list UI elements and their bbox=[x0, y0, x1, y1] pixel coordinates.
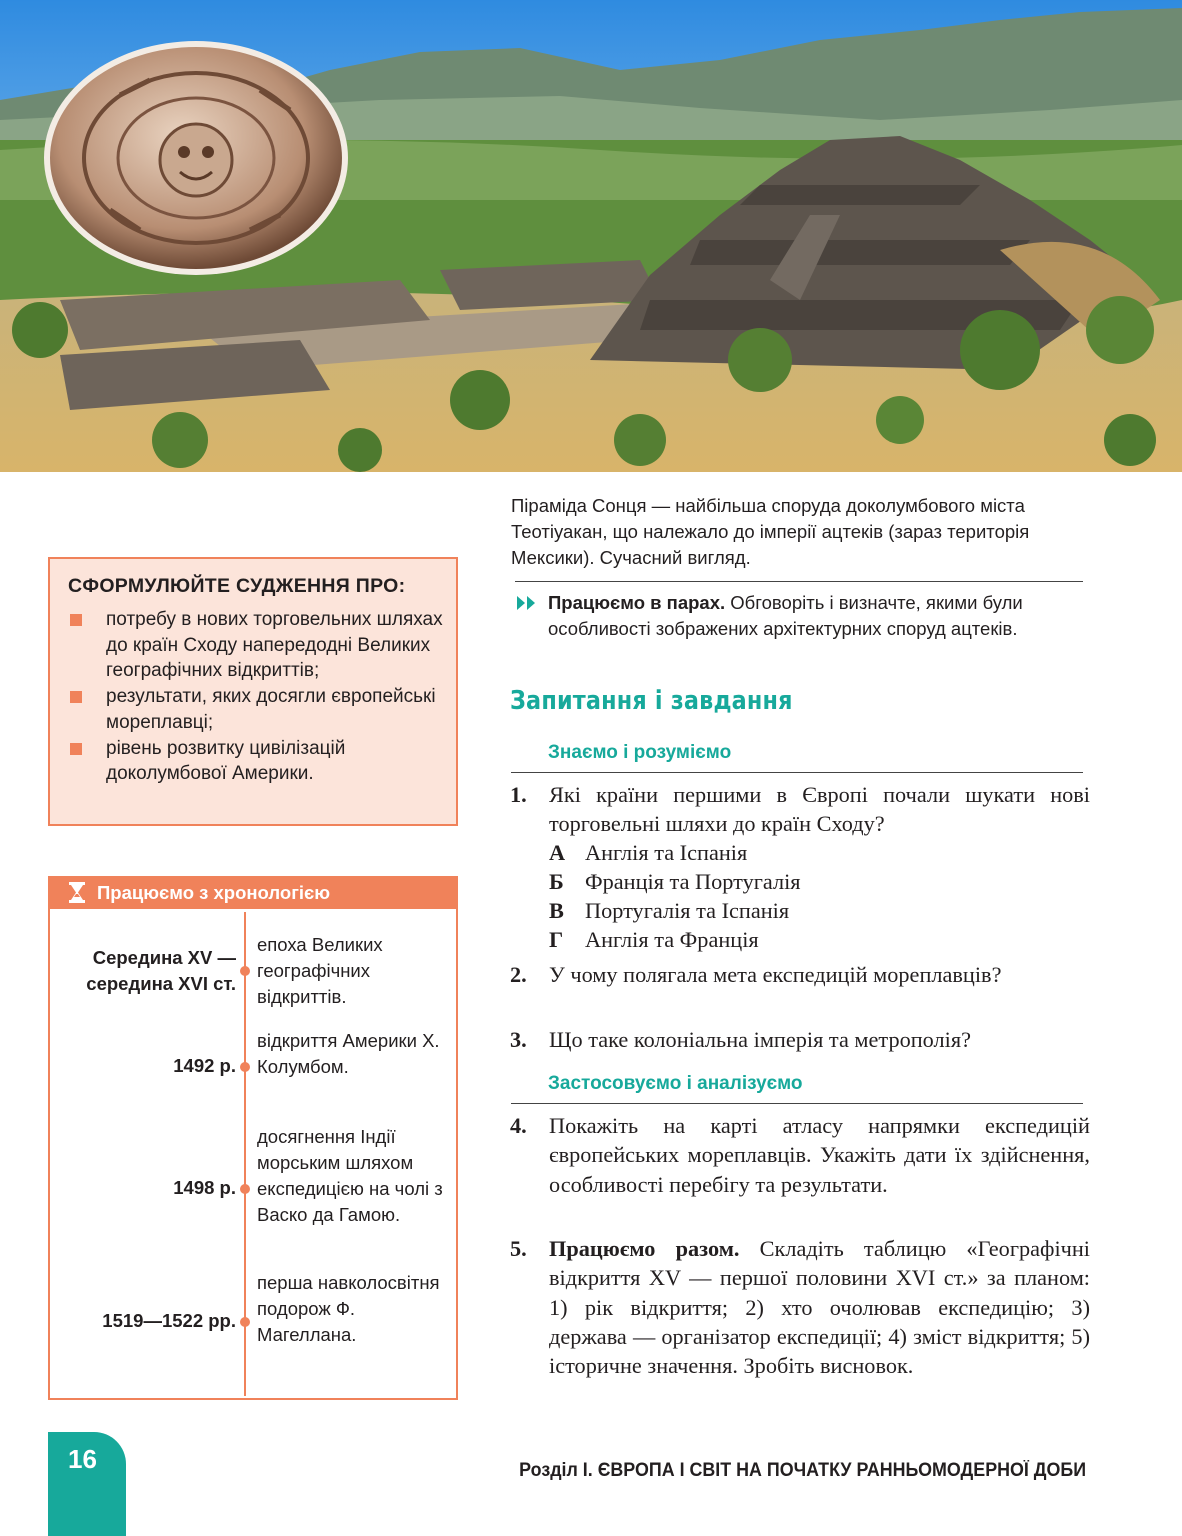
questions-title: Запитання і завдання bbox=[510, 686, 793, 716]
double-arrow-icon bbox=[515, 593, 541, 613]
chronology-title: Працюємо з хронологією bbox=[97, 882, 331, 903]
question-2: 2. У чому полягала мета експедицій мореплавців? bbox=[510, 962, 1002, 987]
timeline-description: відкриття Америки Х. Колумбом. bbox=[257, 1030, 440, 1077]
timeline-date: 1519—1522 рр. bbox=[102, 1310, 236, 1331]
section-divider bbox=[511, 1103, 1083, 1104]
bullet-square-icon bbox=[70, 614, 82, 626]
question-1: 1. Які країни першими в Європі почали шукати нові торговельні шляхи до країн Сходу? bbox=[510, 782, 1090, 837]
pyramid-photo bbox=[0, 0, 1182, 472]
pair-work-text: Працюємо в парах. Обговоріть і визначте, якими були особливості зображених архітектурних споруд ацтеків. bbox=[548, 592, 1023, 639]
bullet-square-icon bbox=[70, 743, 82, 755]
answer-option: А Англія та Іспанія bbox=[549, 840, 748, 865]
section-heading-apply: Застосовуємо і аналізуємо bbox=[548, 1073, 803, 1094]
photo-caption: Піраміда Сонця — найбільша споруда доколумбового міста Теотіуакан, що належало до імперії ацтеків (зараз територія Мексики). Сучасний вигляд. bbox=[511, 495, 1030, 568]
list-item: потребу в нових торговельних шляхах до країн Сходу напередодні Великих географічних відкриттів; bbox=[68, 607, 448, 684]
list-item: результати, яких досягли європейські мореплавці; bbox=[68, 684, 448, 735]
timeline-dot bbox=[240, 1317, 250, 1327]
page-number: 16 bbox=[48, 1432, 126, 1536]
question-5: 5. Працюємо разом. Складіть таблицю «Географічні відкриття XV — першої половини XVI ст.» за планом: 1) рік відкриття; 2) хто очолював експедицію; 3) держава — організатор експедиції; 4) зміст відкриття; 5) історичне значення. Зробіть висновок. bbox=[510, 1236, 1090, 1379]
chronology-box bbox=[48, 876, 458, 1400]
timeline-dot bbox=[240, 1184, 250, 1194]
section-heading-understand: Знаємо і розуміємо bbox=[548, 742, 732, 763]
judgement-list bbox=[68, 607, 448, 787]
answer-option: Б Франція та Португалія bbox=[549, 869, 801, 894]
timeline-description: досягнення Індії морським шляхом експедицією на чолі з Васко да Гамою. bbox=[257, 1126, 443, 1225]
timeline-dot bbox=[240, 1062, 250, 1072]
bullet-square-icon bbox=[70, 691, 82, 703]
timeline-date: 1492 р. bbox=[173, 1055, 236, 1076]
hourglass-icon bbox=[68, 882, 86, 903]
question-4: 4. Покажіть на карті атласу напрямки експедицій європейських мореплавців. Укажіть дати їх здійснення, особливості перебігу та результати. bbox=[510, 1113, 1090, 1197]
timeline-date: Середина XV — середина XVI ст. bbox=[86, 947, 236, 994]
caption-divider bbox=[515, 581, 1083, 582]
timeline-description: перша навколосвітня подорож Ф. Магеллана. bbox=[257, 1272, 440, 1345]
section-footer: Розділ І. ЄВРОПА І СВІТ НА ПОЧАТКУ РАННЬОМОДЕРНОЇ ДОБИ bbox=[519, 1460, 1086, 1481]
timeline-date: 1498 р. bbox=[173, 1177, 236, 1198]
timeline-dot bbox=[240, 966, 250, 976]
timeline-description: епоха Великих географічних відкриттів. bbox=[257, 934, 383, 1007]
answer-option: Г Англія та Франція bbox=[549, 927, 759, 952]
judgement-box bbox=[48, 557, 458, 826]
question-3: 3. Що таке колоніальна імперія та метрополія? bbox=[510, 1027, 971, 1052]
pair-work-task bbox=[515, 590, 1075, 642]
answer-option: В Португалія та Іспанія bbox=[549, 898, 790, 923]
chronology-header bbox=[48, 876, 458, 909]
section-divider bbox=[511, 772, 1083, 773]
list-item: рівень розвитку цивілізацій доколумбової Америки. bbox=[68, 736, 448, 787]
judgement-title: СФОРМУЛЮЙТЕ СУДЖЕННЯ ПРО: bbox=[68, 575, 406, 597]
